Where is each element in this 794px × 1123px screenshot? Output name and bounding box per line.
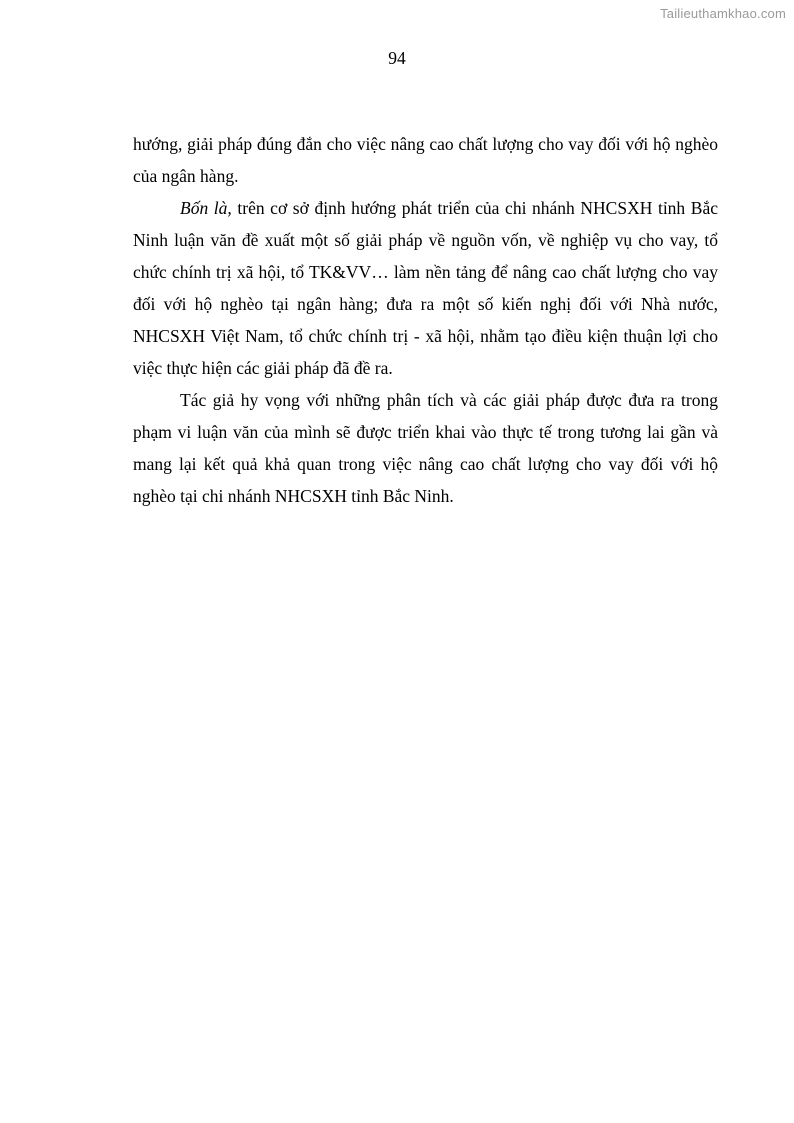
paragraph-fourth-point [133, 192, 718, 384]
paragraph-conclusion [133, 384, 718, 512]
paragraph-text: Tác giả hy vọng với những phân tích và các giải pháp được đưa ra trong phạm vi luận văn của mình sẽ được triển khai vào thực tế trong tương lai gần và mang lại kết quả khả quan trong việc nâng cao chất lượng cho vay đối với hộ nghèo tại chi nhánh NHCSXH tỉnh Bắc Ninh. [133, 390, 718, 506]
paragraph-lead: Bốn là, [180, 198, 232, 218]
paragraph-continuation [133, 128, 718, 192]
document-body [133, 128, 718, 512]
watermark: Tailieuthamkhao.com [660, 6, 786, 21]
paragraph-text: trên cơ sở định hướng phát triển của chi nhánh NHCSXH tỉnh Bắc Ninh luận văn đề xuất một số giải pháp về nguồn vốn, về nghiệp vụ cho vay, tổ chức chính trị xã hội, tổ TK&VV… làm nền tảng để nâng cao chất lượng cho vay đối với hộ nghèo tại ngân hàng; đưa ra một số kiến nghị đối với Nhà nước, NHCSXH Việt Nam, tổ chức chính trị - xã hội, nhằm tạo điều kiện thuận lợi cho việc thực hiện các giải pháp đã đề ra. [133, 198, 718, 378]
paragraph-text: hướng, giải pháp đúng đắn cho việc nâng cao chất lượng cho vay đối với hộ nghèo của ngân hàng. [133, 134, 718, 186]
page-number: 94 [388, 48, 406, 68]
